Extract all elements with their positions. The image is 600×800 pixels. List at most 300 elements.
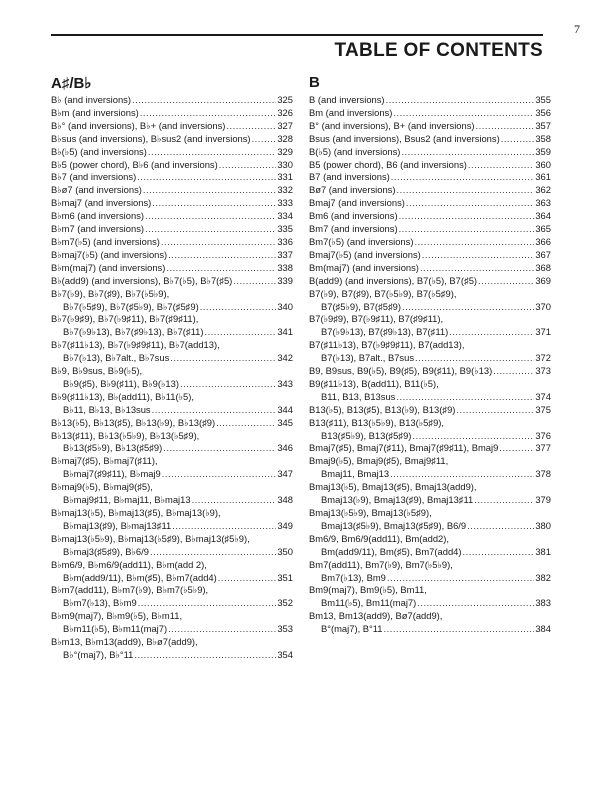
toc-entry-page: 355 <box>535 94 551 105</box>
toc-entry-line <box>51 597 293 610</box>
toc-entry-line <box>309 159 551 172</box>
toc-entry-page: 334 <box>277 210 293 222</box>
toc-entry-label: B°(maj7), B°11 <box>321 623 383 635</box>
toc-entry-page: 340 <box>277 300 293 312</box>
toc-entry[interactable] <box>309 442 551 455</box>
toc-entry[interactable] <box>51 210 293 223</box>
toc-entry-page: 374 <box>535 390 551 402</box>
toc-entry[interactable] <box>51 275 293 288</box>
toc-entry-line <box>309 339 551 352</box>
toc-entry-page: 367 <box>535 248 551 260</box>
toc-entry[interactable] <box>309 210 551 223</box>
toc-entry-label: Bm (and inversions) <box>309 106 393 118</box>
dot-leader <box>501 133 535 146</box>
toc-entry-page: 337 <box>277 248 293 260</box>
toc-entry[interactable] <box>51 559 293 585</box>
toc-entry-page: 375 <box>535 403 551 415</box>
toc-entry-line <box>309 288 551 301</box>
toc-entry-label: B13(♭5), B13(♯5), B13(♭9), B13(♯9) <box>309 403 456 415</box>
toc-entry-page: 366 <box>535 235 551 247</box>
toc-entry-label: B♭maj7(♯5), B♭maj7(♯11), <box>51 455 158 467</box>
toc-entry-label: B7(♭9♭13), B7(♯9♭13), B7(♯11) <box>321 326 449 338</box>
toc-entry-page: 361 <box>535 171 551 183</box>
dot-leader <box>386 94 535 107</box>
toc-entry-label: B♭9, B♭9sus, B♭9(♭5), <box>51 365 143 377</box>
toc-entry-line <box>309 210 551 223</box>
toc-entry-page: 378 <box>535 468 551 480</box>
toc-entry[interactable] <box>51 481 293 507</box>
dot-leader <box>140 107 277 120</box>
toc-entry-line <box>309 120 551 133</box>
toc-entry-line <box>309 520 551 533</box>
toc-entry-page: 373 <box>535 365 551 377</box>
toc-entry-label: B♭13(♭5), B♭13(♯5), B♭13(♭9), B♭13(♯9) <box>51 416 216 428</box>
toc-entry[interactable] <box>51 236 293 249</box>
toc-entry[interactable] <box>51 455 293 481</box>
toc-entry-page: 376 <box>535 429 551 441</box>
toc-entry-label: B♭maj7(♭5) (and inversions) <box>51 248 168 260</box>
dot-leader <box>132 94 276 107</box>
toc-entry-label: B♭13(♯11), B♭13(♭5♭9), B♭13(♭5♯9), <box>51 429 200 441</box>
toc-entry[interactable] <box>309 507 551 533</box>
toc-entry-label: B♭maj13(♭5♭9), B♭maj13(♭5♯9), B♭maj13(♯5♭9), <box>51 532 250 544</box>
toc-entry-label: B♭maj7(♯9♯11), B♭maj9 <box>63 468 161 480</box>
toc-entry-page: 336 <box>277 235 293 247</box>
toc-entry[interactable] <box>51 507 293 533</box>
dot-leader <box>226 120 276 133</box>
toc-entry-page: 368 <box>535 261 551 273</box>
toc-entry-line <box>51 159 293 172</box>
dot-leader <box>137 171 276 184</box>
toc-entry-page: 353 <box>277 623 293 635</box>
toc-entry-page: 350 <box>277 545 293 557</box>
toc-entry-line <box>51 481 293 494</box>
toc-entry-line <box>309 546 551 559</box>
toc-entry-line <box>51 339 293 352</box>
toc-entry[interactable] <box>51 365 293 391</box>
dot-leader <box>499 442 534 455</box>
toc-entry[interactable] <box>51 391 293 417</box>
toc-entry-page: 326 <box>277 106 293 118</box>
toc-entry[interactable] <box>51 223 293 236</box>
toc-entry-label: B♭sus (and inversions), B♭sus2 (and inversions) <box>51 132 251 144</box>
toc-entry-page: 362 <box>535 184 551 196</box>
toc-entry[interactable] <box>51 584 293 610</box>
toc-entry-label: B11, B13, B13sus <box>321 390 396 402</box>
dot-leader <box>170 352 276 365</box>
toc-entry-label: B♭7(♭5♯9), B♭7(♯5♭9), B♭7(♯5♯9) <box>63 300 199 312</box>
toc-entry-label: B7(♭9♯9), B7(♭9♯11), B7(♯9♯11), <box>309 313 444 325</box>
toc-entry[interactable] <box>51 533 293 559</box>
toc-entry[interactable] <box>309 417 551 443</box>
toc-entry-label: Bm7(♭5) (and inversions) <box>309 235 414 247</box>
dot-leader <box>493 365 534 378</box>
dot-leader <box>145 210 276 223</box>
toc-entry-label: B♭7(♭9♯9), B♭7(♭9♯11), B♭7(♯9♯11), <box>51 313 199 325</box>
left-column <box>51 74 293 662</box>
dot-leader <box>415 352 534 365</box>
toc-entry[interactable] <box>51 430 293 456</box>
toc-entry-page: 360 <box>535 158 551 170</box>
toc-entry-line <box>309 171 551 184</box>
dot-leader <box>478 275 534 288</box>
toc-entry-label: B5 (power chord), B6 (and inversions) <box>309 158 467 170</box>
dot-leader <box>417 597 534 610</box>
toc-entry[interactable] <box>51 107 293 120</box>
toc-entry-page: 333 <box>277 197 293 209</box>
toc-entry-line <box>309 610 551 623</box>
toc-entry-label: B♭° (and inversions), B♭+ (and inversions) <box>51 119 226 131</box>
toc-entry-line <box>51 636 293 649</box>
toc-entry-page: 344 <box>277 403 293 415</box>
dot-leader <box>397 184 535 197</box>
toc-entry-line <box>309 301 551 314</box>
toc-entry-line <box>51 533 293 546</box>
toc-entry[interactable] <box>51 313 293 339</box>
toc-entry[interactable] <box>51 339 293 365</box>
dot-leader <box>143 184 276 197</box>
toc-entry-label: B13(♯5♭9), B13(♯5♯9) <box>321 429 412 441</box>
dot-leader <box>468 159 534 172</box>
toc-entry-label: B♭maj13(♯9), B♭maj13♯11 <box>63 519 172 531</box>
toc-entry-line <box>51 365 293 378</box>
toc-entry-line <box>51 184 293 197</box>
dot-leader <box>412 430 534 443</box>
dot-leader <box>252 133 277 146</box>
toc-entry-label: B7(♯11♭13), B7(♭9♯9♯11), B7(add13), <box>309 339 465 351</box>
dot-leader <box>168 623 276 636</box>
dot-leader <box>145 223 276 236</box>
toc-entry[interactable] <box>51 171 293 184</box>
toc-entry-label: B9(♯11♭13), B(add11), B11(♭5), <box>309 377 439 389</box>
toc-entry[interactable] <box>51 184 293 197</box>
toc-entry-page: 335 <box>277 223 293 235</box>
dot-leader <box>192 494 277 507</box>
toc-entry-line <box>309 623 551 636</box>
toc-entry-page: 351 <box>277 571 293 583</box>
toc-entry-page: 365 <box>535 223 551 235</box>
toc-entry-page: 372 <box>535 352 551 364</box>
toc-entry-page: 338 <box>277 261 293 273</box>
toc-entry-label: B♭11, B♭13, B♭13sus <box>63 403 151 415</box>
toc-entry-page: 384 <box>535 623 551 635</box>
left-entry-list <box>51 94 293 662</box>
toc-entry-line <box>309 559 551 572</box>
dot-leader <box>422 249 535 262</box>
toc-entry-page: 325 <box>277 94 293 105</box>
toc-entry-line <box>51 610 293 623</box>
dot-leader <box>204 326 276 339</box>
toc-entry-label: Bm(add9/11), Bm(♯5), Bm7(add4) <box>321 545 462 557</box>
toc-entry[interactable] <box>309 275 551 288</box>
toc-entry-page: 354 <box>277 648 293 660</box>
toc-entry-label: Bmaj13(♯5♭9), Bmaj13(♯5♯9), B6/9 <box>321 519 467 531</box>
toc-entry-page: 380 <box>535 519 551 531</box>
toc-entry-page: 381 <box>535 545 551 557</box>
toc-entry[interactable] <box>309 171 551 184</box>
toc-entry-line <box>51 430 293 443</box>
toc-entry[interactable] <box>51 417 293 430</box>
toc-entry-line <box>51 197 293 210</box>
dot-leader <box>449 326 534 339</box>
dot-leader <box>152 197 276 210</box>
toc-entry[interactable] <box>309 378 551 404</box>
toc-entry-page: 357 <box>535 119 551 131</box>
toc-entry-label: B♭(add9) (and inversions), B♭7(♭5), B♭7(♯5) <box>51 274 233 286</box>
toc-entry-page: 383 <box>535 597 551 609</box>
toc-entry-page: 328 <box>277 132 293 144</box>
page-number: 7 <box>574 22 580 36</box>
toc-entry-line <box>309 262 551 275</box>
dot-leader <box>399 223 535 236</box>
toc-entry-page: 331 <box>277 171 293 183</box>
toc-entry-line <box>309 223 551 236</box>
dot-leader <box>216 417 276 430</box>
section-heading-a-sharp-b-flat: A♯/B♭ <box>51 75 92 92</box>
toc-entry[interactable] <box>51 133 293 146</box>
toc-entry-line <box>51 171 293 184</box>
toc-entry[interactable] <box>309 339 551 365</box>
toc-entry[interactable] <box>309 481 551 507</box>
toc-entry-label: Bmaj13(♭9), Bmaj13(♯9), Bmaj13♯11 <box>321 494 474 506</box>
toc-entry-label: Bmaj13(♭5♭9), Bmaj13(♭5♯9), <box>309 507 432 518</box>
toc-entry[interactable] <box>309 559 551 585</box>
toc-entry-page: 347 <box>277 468 293 480</box>
dot-leader <box>393 107 534 120</box>
toc-entry-label: Bm13, Bm13(add9), Bø7(add9), <box>309 610 443 622</box>
toc-entry-label: B♭m11(♭5), B♭m11(maj7) <box>63 623 168 635</box>
toc-entry-label: B (and inversions) <box>309 94 385 105</box>
toc-entry-line <box>51 391 293 404</box>
toc-entry[interactable] <box>51 120 293 133</box>
toc-entry-line <box>309 107 551 120</box>
toc-entry-label: Bm11(♭5), Bm11(maj7) <box>321 597 417 609</box>
toc-entry-line <box>51 249 293 262</box>
toc-entry[interactable] <box>309 455 551 481</box>
toc-entry-page: 377 <box>535 442 551 454</box>
toc-entry[interactable] <box>51 610 293 636</box>
toc-entry-label: B♭m6 (and inversions) <box>51 210 144 222</box>
toc-entry-page: 352 <box>277 597 293 609</box>
toc-entry-label: B♭maj13(♭5), B♭maj13(♯5), B♭maj13(♭9), <box>51 507 221 518</box>
toc-entry[interactable] <box>51 197 293 210</box>
toc-entry-label: B♭m13, B♭m13(add9), B♭ø7(add9), <box>51 636 198 648</box>
toc-entry[interactable] <box>309 584 551 610</box>
toc-entry-page: 371 <box>535 326 551 338</box>
toc-entry-line <box>309 597 551 610</box>
toc-entry[interactable] <box>309 236 551 249</box>
dot-leader <box>166 262 276 275</box>
toc-entry-label: B♭13(♯5♭9), B♭13(♯5♯9) <box>63 442 163 454</box>
toc-entry-label: Bm(maj7) (and inversions) <box>309 261 419 273</box>
toc-entry[interactable] <box>309 159 551 172</box>
toc-entry-line <box>309 442 551 455</box>
toc-entry-label: B♭m(maj7) (and inversions) <box>51 261 166 273</box>
toc-entry-label: B♭(♭5) (and inversions) <box>51 145 147 157</box>
toc-entry-label: B♭5 (power chord), B♭6 (and inversions) <box>51 158 218 170</box>
toc-entry[interactable] <box>309 133 551 146</box>
toc-entry-line <box>309 417 551 430</box>
toc-entry-label: Bø7 (and inversions) <box>309 184 396 196</box>
toc-entry-line <box>309 404 551 417</box>
toc-entry-page: 346 <box>277 442 293 454</box>
dot-leader <box>148 146 276 159</box>
dot-leader <box>399 210 535 223</box>
toc-entry[interactable] <box>309 94 551 107</box>
dot-leader <box>218 572 277 585</box>
dot-leader <box>463 546 535 559</box>
dot-leader <box>474 494 534 507</box>
toc-entry-page: 369 <box>535 274 551 286</box>
toc-entry-label: B13(♯11), B13(♭5♭9), B13(♭5♯9), <box>309 416 445 428</box>
toc-entry-label: Bsus (and inversions), Bsus2 (and inversions) <box>309 132 500 144</box>
toc-entry[interactable] <box>309 249 551 262</box>
toc-entry[interactable] <box>309 288 551 314</box>
toc-entry-line <box>51 133 293 146</box>
toc-entry-line <box>51 378 293 391</box>
toc-entry-label: B7(♭9), B7(♯9), B7(♭5♭9), B7(♭5♯9), <box>309 287 457 299</box>
dot-leader <box>152 404 277 417</box>
toc-entry[interactable] <box>309 107 551 120</box>
toc-entry-line <box>51 236 293 249</box>
toc-entry-line <box>309 352 551 365</box>
toc-entry-page: 332 <box>277 184 293 196</box>
dot-leader <box>161 236 276 249</box>
toc-entry-line <box>51 572 293 585</box>
toc-entry[interactable] <box>51 636 293 662</box>
toc-entry-line <box>51 120 293 133</box>
dot-leader <box>476 120 535 133</box>
toc-entry[interactable] <box>51 159 293 172</box>
toc-entry[interactable] <box>51 249 293 262</box>
toc-entry-page: 329 <box>277 145 293 157</box>
toc-entry-line <box>309 584 551 597</box>
toc-entry[interactable] <box>309 146 551 159</box>
dot-leader <box>456 404 534 417</box>
toc-entry-label: B♭7(♭9), B♭7(♯9), B♭7(♭5♭9), <box>51 287 170 299</box>
toc-entry-label: Bmaj7 (and inversions) <box>309 197 405 209</box>
dot-leader <box>219 159 277 172</box>
dot-leader <box>384 623 535 636</box>
toc-entry-line <box>51 507 293 520</box>
toc-entry-line <box>51 623 293 636</box>
toc-entry-page: 356 <box>535 106 551 118</box>
toc-entry-line <box>309 378 551 391</box>
toc-entry-line <box>309 533 551 546</box>
toc-entry-line <box>51 417 293 430</box>
toc-entry-page: 382 <box>535 571 551 583</box>
toc-entry[interactable] <box>309 533 551 559</box>
toc-entry-page: 363 <box>535 197 551 209</box>
toc-entry[interactable] <box>309 610 551 636</box>
toc-entry-label: B♭7(♭9♭13), B♭7(♯9♭13), B♭7(♯11) <box>63 326 204 338</box>
toc-entry-line <box>51 442 293 455</box>
dot-leader <box>396 391 534 404</box>
toc-entry-label: B♭maj9(♭5), B♭maj9(♯5), <box>51 481 153 493</box>
toc-entry-label: Bmaj11, Bmaj13 <box>321 468 390 480</box>
toc-entry-line <box>309 236 551 249</box>
title-rule <box>51 34 543 36</box>
toc-entry-page: 379 <box>535 494 551 506</box>
toc-entry-label: B♭m9(maj7), B♭m9(♭5), B♭m11, <box>51 610 183 622</box>
toc-entry-line <box>309 275 551 288</box>
toc-entry-line <box>309 430 551 443</box>
toc-entry-label: Bm9(maj7), Bm9(♭5), Bm11, <box>309 584 427 596</box>
toc-entry-line <box>51 352 293 365</box>
toc-entry-label: B♭m7 (and inversions) <box>51 223 144 235</box>
toc-entry-page: 341 <box>277 326 293 338</box>
toc-entry[interactable] <box>51 288 293 314</box>
toc-entry-label: Bmaj7(♭5) (and inversions) <box>309 248 421 260</box>
toc-entry-line <box>51 468 293 481</box>
toc-entry-label: B7 (and inversions) <box>309 171 390 183</box>
toc-entry-line <box>309 481 551 494</box>
toc-entry-line <box>51 107 293 120</box>
toc-entry-line <box>51 494 293 507</box>
toc-entry-line <box>309 94 551 107</box>
toc-entry-line <box>309 572 551 585</box>
toc-entry-label: B♭7(♭13), B♭7alt., B♭7sus <box>63 352 170 364</box>
toc-entry-page: 345 <box>277 416 293 428</box>
toc-entry[interactable] <box>309 262 551 275</box>
toc-entry-label: Bmaj13(♭5), Bmaj13(♯5), Bmaj13(add9), <box>309 481 477 493</box>
dot-leader <box>168 249 276 262</box>
toc-entry[interactable] <box>309 404 551 417</box>
toc-entry[interactable] <box>309 313 551 339</box>
toc-entry[interactable] <box>51 146 293 159</box>
toc-entry-label: B♭m7(add11), B♭m7(♭9), B♭m7(♭5♭9), <box>51 584 209 596</box>
toc-entry-line <box>51 546 293 559</box>
toc-entry-label: B♭m7(♭5) (and inversions) <box>51 235 160 247</box>
toc-entry-line <box>51 262 293 275</box>
toc-entry[interactable] <box>309 223 551 236</box>
toc-entry-line <box>51 520 293 533</box>
toc-entry-page: 349 <box>277 519 293 531</box>
toc-entry-line <box>309 313 551 326</box>
dot-leader <box>134 649 276 662</box>
toc-entry-label: B♭°(maj7), B♭°11 <box>63 648 134 660</box>
dot-leader <box>200 301 277 314</box>
toc-entry-label: Bmaj9(♭5), Bmaj9(♯5), Bmaj9♯11, <box>309 455 449 467</box>
right-entry-list <box>309 94 551 636</box>
toc-entry-label: B♭ (and inversions) <box>51 94 131 105</box>
toc-entry-label: B♭9(♯11♭13), B♭(add11), B♭11(♭5), <box>51 390 195 402</box>
dot-leader <box>420 262 534 275</box>
toc-entry-page: 339 <box>277 274 293 286</box>
toc-entry[interactable] <box>309 184 551 197</box>
toc-entry[interactable] <box>51 94 293 107</box>
toc-entry-label: B(♭5) (and inversions) <box>309 145 401 157</box>
toc-entry-line <box>309 184 551 197</box>
toc-entry[interactable] <box>309 197 551 210</box>
toc-entry-line <box>51 210 293 223</box>
toc-entry-label: B♭7 (and inversions) <box>51 171 137 183</box>
dot-leader <box>467 520 534 533</box>
toc-entry-label: Bmaj7(♯5), Bmaj7(♯11), Bmaj7(♯9♯11), Bmaj9 <box>309 442 499 454</box>
dot-leader <box>180 378 276 391</box>
toc-entry-line <box>309 249 551 262</box>
toc-entry-line <box>51 94 293 107</box>
toc-entry-line <box>309 468 551 481</box>
toc-entry-label: B♭m6/9, B♭m6/9(add11), B♭m(add 2), <box>51 558 207 570</box>
toc-entry-line <box>51 223 293 236</box>
toc-entry-line <box>51 404 293 417</box>
toc-entry-line <box>51 146 293 159</box>
toc-entry-page: 330 <box>277 158 293 170</box>
toc-entry[interactable] <box>309 120 551 133</box>
toc-entry[interactable] <box>51 262 293 275</box>
toc-entry[interactable] <box>309 365 551 378</box>
